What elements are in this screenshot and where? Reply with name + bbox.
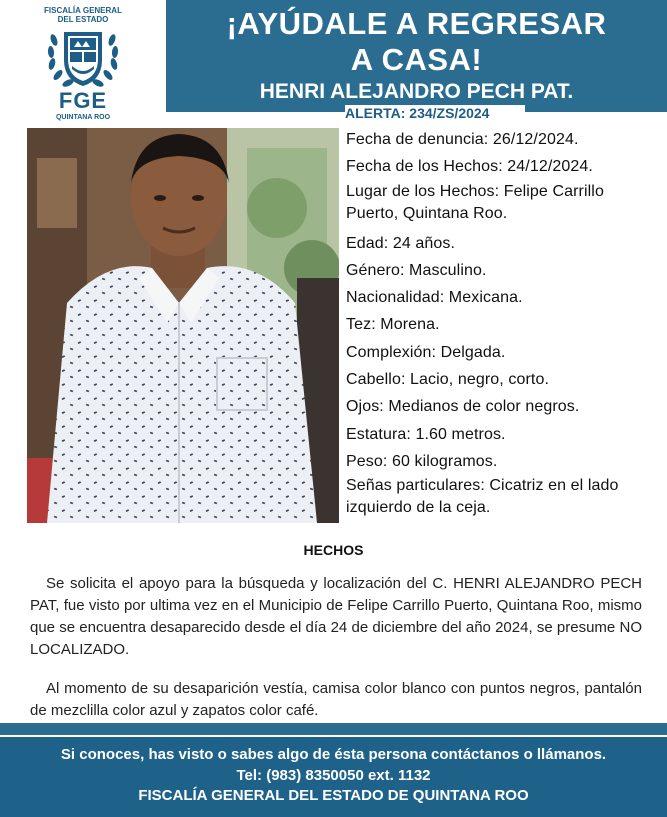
headline bbox=[166, 6, 667, 78]
logo-institution-text bbox=[0, 6, 166, 24]
logo-state: QUINTANA ROO bbox=[55, 114, 111, 121]
detail-distinguishing-marks: Señas particulares: Cicatriz en el lado izquierdo de la ceja. bbox=[346, 477, 619, 517]
detail-event-place: Lugar de los Hechos: Felipe Carrillo Puerto, Quintana Roo. bbox=[346, 182, 604, 222]
logo-line1: FISCALÍA GENERAL bbox=[44, 6, 122, 15]
detail-nationality: Nacionalidad: Mexicana. bbox=[346, 289, 523, 307]
headline-line2: A CASA! bbox=[350, 42, 483, 77]
person-photo-image bbox=[27, 128, 339, 523]
detail-weight: Peso: 60 kilogramos. bbox=[346, 452, 498, 470]
headline-line1: ¡AYÚDALE A REGRESAR bbox=[226, 6, 607, 41]
missing-person-photo bbox=[27, 128, 339, 523]
detail-gender: Género: Masculino. bbox=[346, 261, 487, 279]
header bbox=[0, 0, 667, 121]
hechos-paragraph-2: Al momento de su desaparición vestía, camisa color blanco con puntos negros, pantalón de mezclilla color azul y zapatos color café. bbox=[30, 680, 642, 719]
detail-hair: Cabello: Lacio, negro, corto. bbox=[346, 371, 550, 389]
logo-acronym: FGE bbox=[58, 88, 108, 113]
hechos-title: HECHOS bbox=[303, 542, 364, 558]
alert-number: ALERTA: 234/ZS/2024 bbox=[345, 105, 490, 121]
detail-height: Estatura: 1.60 metros. bbox=[346, 425, 506, 443]
detail-event-date: Fecha de los Hechos: 24/12/2024. bbox=[346, 158, 593, 176]
logo-line2: DEL ESTADO bbox=[57, 15, 109, 24]
detail-report-date: Fecha de denuncia: 26/12/2024. bbox=[346, 131, 579, 148]
footer-contact-text: Si conoces, has visto o sabes algo de ésta persona contáctanos o llámanos. bbox=[60, 746, 607, 763]
detail-build: Complexión: Delgada. bbox=[346, 343, 506, 361]
detail-age: Edad: 24 años. bbox=[346, 234, 456, 252]
person-name: HENRI ALEJANDRO PECH PAT. bbox=[259, 80, 574, 103]
footer-stripe bbox=[0, 723, 667, 735]
footer-institution: FISCALÍA GENERAL DEL ESTADO DE QUINTANA ROO bbox=[138, 787, 529, 804]
details-list bbox=[346, 126, 652, 524]
fge-logo bbox=[0, 0, 166, 128]
hechos-paragraph-1: Se solicita el apoyo para la búsqueda y localización del C. HENRI ALEJANDRO PECH PAT, fue visto por ultima vez en el Municipio de Felipe Carrillo Puerto, Quintana Roo, mismo que se encuentra desaparecido desde el día 24 de diciembre del año 2024, se presume NO LOCALIZADO. bbox=[30, 575, 642, 658]
footer-phone: Tel: (983) 8350050 ext. 1132 bbox=[236, 767, 431, 784]
detail-eyes: Ojos: Medianos de color negros. bbox=[346, 398, 580, 416]
state-seal-icon bbox=[46, 26, 120, 90]
detail-complexion-tone: Tez: Morena. bbox=[346, 316, 440, 334]
